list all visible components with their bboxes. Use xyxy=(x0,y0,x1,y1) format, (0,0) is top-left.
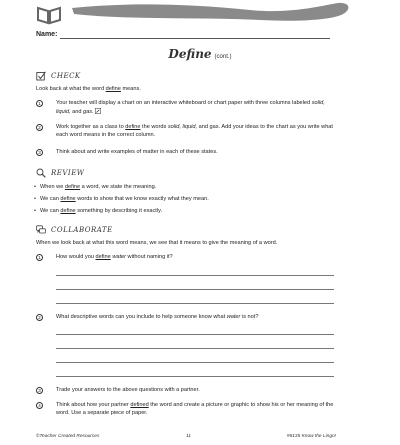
title-main: Define xyxy=(168,47,212,61)
item-number: 2 xyxy=(36,314,43,321)
page-title xyxy=(0,45,400,63)
footer-copyright: ©Teacher Created Resources xyxy=(36,434,100,439)
name-label: Name: xyxy=(36,31,58,38)
speech-bubbles-icon xyxy=(36,225,46,235)
title-sub: (cont.) xyxy=(214,54,232,60)
check-heading xyxy=(36,71,81,81)
open-book-icon xyxy=(36,5,62,25)
page-number: 11 xyxy=(186,434,191,439)
review-bullet-3: • We can define something by describing it exactly. xyxy=(40,208,330,216)
decorative-swoosh xyxy=(70,0,370,28)
answer-line[interactable] xyxy=(56,376,334,377)
item-number: 2 xyxy=(36,124,43,131)
item-number: 4 xyxy=(36,402,43,409)
collaborate-heading-text: COLLABORATE xyxy=(51,226,113,234)
check-heading-text: CHECK xyxy=(51,72,81,80)
page-header xyxy=(0,0,400,40)
collaborate-intro: When we look back at what this word means, we see that it means to give the meaning of a word. xyxy=(36,240,278,246)
answer-line[interactable] xyxy=(56,275,334,276)
magnifier-icon xyxy=(36,168,46,178)
name-field[interactable] xyxy=(60,38,330,39)
answer-line[interactable] xyxy=(56,362,334,363)
collaborate-heading xyxy=(36,225,113,235)
review-heading xyxy=(36,168,85,178)
answer-line[interactable] xyxy=(56,303,334,304)
review-bullet-2: • We can define words to show that we know exactly what they mean. xyxy=(40,196,330,204)
answer-line[interactable] xyxy=(56,289,334,290)
answer-line[interactable] xyxy=(56,348,334,349)
item-number: 3 xyxy=(36,387,43,394)
answer-line[interactable] xyxy=(56,334,334,335)
name-row xyxy=(36,31,336,41)
review-bullet-1: • When we define a word, we state the meaning. xyxy=(40,184,330,192)
checkbox-icon xyxy=(36,71,46,81)
item-number: 3 xyxy=(36,149,43,156)
pencil-icon xyxy=(95,108,101,114)
item-number: 1 xyxy=(36,100,43,107)
item-number: 1 xyxy=(36,254,43,261)
check-intro: Look back at what the word define means. xyxy=(36,86,141,92)
footer-book-title: #8135 Know the Lingo! xyxy=(286,434,336,439)
page-footer xyxy=(36,434,336,442)
review-heading-text: REVIEW xyxy=(51,169,85,177)
